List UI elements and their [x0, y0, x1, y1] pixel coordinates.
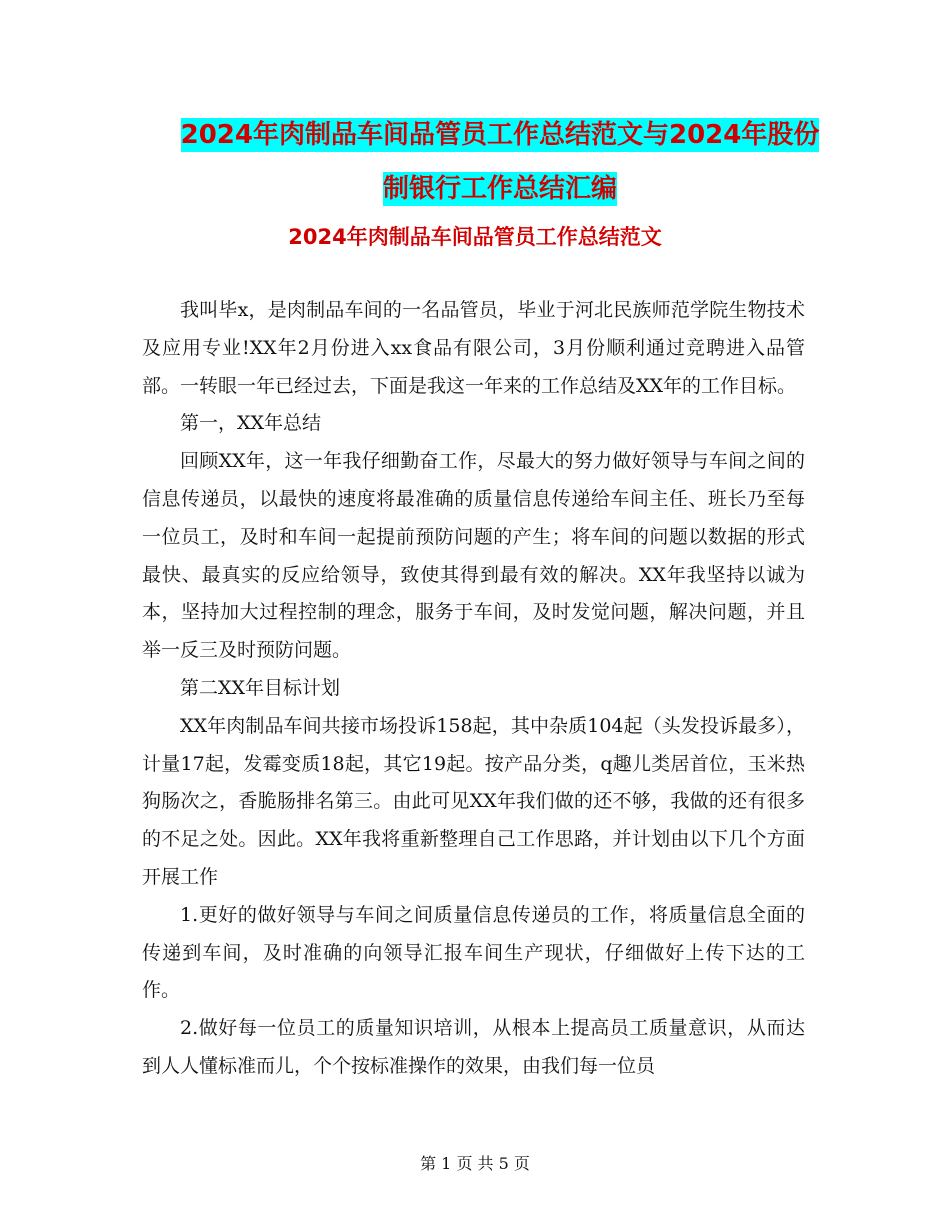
title-line-2: 制银行工作总结汇编 — [382, 174, 617, 204]
title-line-1: 2024年肉制品车间品管员工作总结范文与2024年股份 — [180, 120, 820, 150]
paragraph-heading-plan: 第二XX年目标计划 — [180, 676, 341, 699]
paragraph-plan-item-1: 1.更好的做好领导与车间之间质量信息传递员的工作，将质量信息全面的传递到车间，及时准确的向领导汇报车间生产现状，仔细做好上传下达的工作。 — [142, 903, 805, 1002]
paragraph-intro: 我叫毕x，是肉制品车间的一名品管员，毕业于河北民族师范学院生物技术及应用专业!XX年2月份进入xx食品有限公司，3月份顺利通过竞聘进入品管部。一转眼一年已经过去，下面是我这一年来的工作总结及XX年的工作目标。 — [142, 299, 805, 397]
paragraph-plan-item-2: 2.做好每一位员工的质量知识培训，从根本上提高员工质量意识，从而达到人人懂标准而儿，个个按标准操作的效果，由我们每一位员 — [142, 1017, 805, 1077]
document-body — [142, 292, 805, 1086]
paragraph-heading-summary: 第一，XX年总结 — [180, 412, 322, 435]
paragraph-review: 回顾XX年，这一年我仔细勤奋工作，尽最大的努力做好领导与车间之间的信息传递员，以最快的速度将最准确的质量信息传递给车间主任、班长乃至每一位员工，及时和车间一起提前预防问题的产生；将车间的问题以数据的形式最快、最真实的反应给领导，致使其得到最有效的解决。XX年我坚持以诚为本，坚持加大过程控制的理念，服务于车间，及时发觉问题，解决问题，并且举一反三及时预防问题。 — [142, 450, 805, 662]
page-footer: 第 1 页 共 5 页 — [420, 1154, 530, 1173]
section-title: 2024年肉制品车间品管员工作总结范文 — [288, 225, 662, 249]
document-title — [150, 108, 850, 216]
paragraph-complaints: XX年肉制品车间共接市场投诉158起，其中杂质104起（头发投诉最多），计量17起，发霉变质18起，其它19起。按产品分类，q趣儿类居首位，玉米热狗肠次之，香脆肠排名第三。由此可见XX年我们做的还不够，我做的还有很多的不足之处。因此。XX年我将重新整理自己工作思路，并计划由以下几个方面开展工作 — [142, 714, 805, 888]
